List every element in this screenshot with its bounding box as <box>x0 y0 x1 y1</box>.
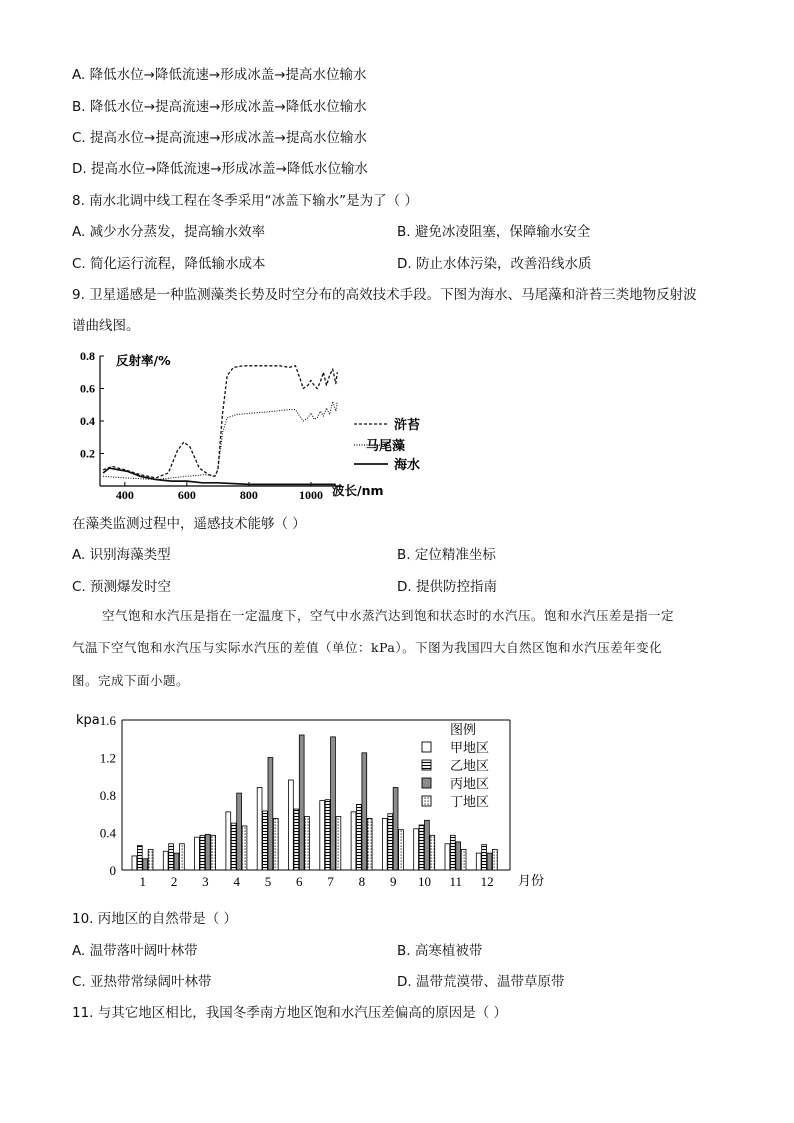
reflectance-xlabel: 波长/nm <box>332 483 384 498</box>
vpd-xtick-label: 11 <box>449 874 463 889</box>
q7-option-d: D. 提高水位→降低流速→形成冰盖→降低水位输水 <box>72 161 368 177</box>
q10-option-b: B. 高寒植被带 <box>397 943 483 959</box>
reflectance-xtick-label: 1000 <box>298 488 323 502</box>
vpd-ytick-label: 1.6 <box>99 713 116 728</box>
vpd-bar <box>200 835 205 870</box>
vpd-bar <box>205 834 210 870</box>
legend-swatch <box>422 760 431 770</box>
vpd-bar <box>169 844 174 870</box>
legend-label-maweizao: 马尾藻 <box>366 439 406 454</box>
q8-option-d: D. 防止水体污染，改善沿线水质 <box>397 256 592 272</box>
q8-option-c: C. 简化运行流程，降低输水成本 <box>72 256 266 272</box>
q9-option-b: B. 定位精准坐标 <box>397 547 496 563</box>
vpd-ytick-label: 0 <box>109 863 116 878</box>
q10-option-d: D. 温带荒漠带、温带草原带 <box>397 974 565 990</box>
legend-label-haishui: 海水 <box>394 458 421 473</box>
vpd-bar <box>195 837 200 870</box>
q8-option-b: B. 避免冰凌阻塞，保障输水安全 <box>397 224 591 240</box>
vpd-bar <box>487 853 492 870</box>
vpd-bar <box>237 793 242 870</box>
vpd-xtick-label: 6 <box>296 874 303 889</box>
vpd-bar <box>180 844 185 870</box>
vpd-bar <box>388 814 393 870</box>
passage-line1: 空气饱和水汽压是指在一定温度下，空气中水蒸汽达到饱和状态时的水汽压。饱和水汽压差是指一定 <box>102 608 675 623</box>
vpd-bar <box>493 849 498 870</box>
vpd-bar <box>336 817 341 870</box>
vpd-bar <box>382 818 387 870</box>
legend-title: 图例 <box>450 723 477 738</box>
vpd-bar <box>257 788 262 871</box>
q9-option-a: A. 识别海藻类型 <box>72 547 171 563</box>
vpd-bar <box>482 845 487 870</box>
reflectance-ytick-label: 0.6 <box>80 381 95 396</box>
q8-option-a: A. 减少水分蒸发，提高输水效率 <box>72 224 266 240</box>
vpd-bar <box>163 851 168 870</box>
vpd-xtick-label: 9 <box>389 874 397 889</box>
vpd-bar <box>294 809 299 870</box>
vpd-bar <box>211 835 216 870</box>
q9-stem-line1: 9. 卫星遥感是一种监测藻类长势及时空分布的高效技术手段。下图为海水、马尾藻和浒苔三类地物反射波 <box>72 287 697 303</box>
q9-stem-line2: 谱曲线图。 <box>72 318 140 334</box>
vpd-bar <box>331 737 336 870</box>
legend-label: 丁地区 <box>450 795 490 810</box>
vpd-bar <box>450 835 455 870</box>
vpd-bar <box>430 835 435 870</box>
q9-question: 在藻类监测过程中，遥感技术能够（ ） <box>72 516 306 532</box>
vpd-xtick-label: 1 <box>139 874 147 889</box>
vpd-xtick-label: 3 <box>202 874 209 889</box>
reflectance-ylabel: 反射率/% <box>116 353 171 368</box>
reflectance-line-haishui <box>103 468 336 484</box>
vpd-bar <box>456 842 461 870</box>
vpd-ylabel: kpa <box>76 713 100 728</box>
vpd-bar <box>476 853 481 870</box>
vpd-bar <box>231 823 236 870</box>
vpd-bar <box>461 849 466 870</box>
vpd-bar <box>174 853 179 870</box>
vpd-bar <box>393 788 398 871</box>
vpd-bar <box>268 758 273 871</box>
vpd-xtick-label: 10 <box>418 874 431 889</box>
vpd-bar <box>367 818 372 870</box>
legend-swatch <box>422 796 431 806</box>
reflectance-ytick-label: 0.8 <box>80 349 95 363</box>
reflectance-line-hutai <box>103 366 337 478</box>
vpd-xtick-label: 2 <box>170 874 178 889</box>
q7-option-c: C. 提高水位→提高流速→形成冰盖→提高水位输水 <box>72 130 367 146</box>
q10-option-a: A. 温带落叶阔叶林带 <box>72 943 198 959</box>
q11-stem: 11. 与其它地区相比，我国冬季南方地区饱和水汽压差偏高的原因是（ ） <box>72 1005 508 1021</box>
reflectance-xtick-label: 800 <box>239 488 258 502</box>
q9-option-d: D. 提供防控指南 <box>397 579 497 595</box>
q7-option-a: A. 降低水位→降低流速→形成冰盖→提高水位输水 <box>72 67 367 83</box>
q10-stem: 10. 丙地区的自然带是（ ） <box>72 911 238 927</box>
vpd-ytick-label: 0.4 <box>99 825 116 841</box>
vpd-bar <box>445 844 450 870</box>
vpd-bar <box>242 826 247 870</box>
reflectance-line-maweizao <box>103 402 337 480</box>
vpd-bar <box>263 811 268 870</box>
legend-label: 乙地区 <box>450 759 490 774</box>
legend-label: 丙地区 <box>450 777 490 792</box>
reflectance-legend <box>354 417 420 473</box>
vpd-bar <box>357 804 362 870</box>
vpd-xtick-label: 5 <box>264 874 272 889</box>
reflectance-ytick-label: 0.4 <box>80 414 95 428</box>
vpd-bar <box>351 812 356 870</box>
vpd-ytick-label: 0.8 <box>99 788 116 803</box>
passage-line2: 气温下空气饱和水汽压与实际水汽压的差值（单位：kPa）。下图为我国四大自然区饱和水汽压差年变化 <box>72 640 663 655</box>
vpd-bar <box>425 820 430 870</box>
vpd-xtick-label: 7 <box>327 874 334 889</box>
vpd-bar <box>132 856 137 870</box>
vpd-xtick-label: 12 <box>480 874 494 889</box>
q9-option-c: C. 预测爆发时空 <box>72 579 172 595</box>
vpd-bar <box>362 753 367 870</box>
vpd-xtick-label: 8 <box>358 874 366 889</box>
vpd-bar <box>226 812 231 870</box>
vpd-bar <box>414 829 419 870</box>
vpd-bar <box>289 780 294 870</box>
q7-option-b: B. 降低水位→提高流速→形成冰盖→降低水位输水 <box>72 99 367 115</box>
q8-stem: 8. 南水北调中线工程在冬季采用“冰盖下输水”是为了（ ） <box>72 193 418 209</box>
legend-swatch <box>422 778 431 788</box>
vpd-bar <box>299 735 304 870</box>
reflectance-xtick-label: 400 <box>115 488 134 502</box>
vpd-bar <box>419 825 424 870</box>
vpd-bar <box>399 830 404 870</box>
vpd-bar <box>148 849 153 870</box>
q10-option-c: C. 亚热带常绿阔叶林带 <box>72 974 212 990</box>
reflectance-xtick-label: 600 <box>177 488 196 502</box>
vpd-bar <box>273 818 278 870</box>
vpd-bar <box>305 817 310 870</box>
vpd-bar <box>143 859 148 870</box>
passage-line3: 图。完成下面小题。 <box>72 673 190 688</box>
vpd-legend <box>422 723 508 810</box>
vpd-xlabel: 月份 <box>518 874 545 889</box>
vpd-bar <box>325 800 330 870</box>
vpd-bar <box>137 846 142 870</box>
vpd-bar-chart <box>70 710 560 892</box>
vpd-bar <box>320 801 325 870</box>
legend-swatch <box>422 742 431 752</box>
legend-label: 甲地区 <box>450 741 490 756</box>
vpd-xtick-label: 4 <box>233 874 240 889</box>
reflectance-chart <box>66 346 421 504</box>
vpd-ytick-label: 1.2 <box>99 750 116 766</box>
reflectance-ytick-label: 0.2 <box>80 446 95 461</box>
legend-label-hutai: 浒苔 <box>394 418 421 433</box>
